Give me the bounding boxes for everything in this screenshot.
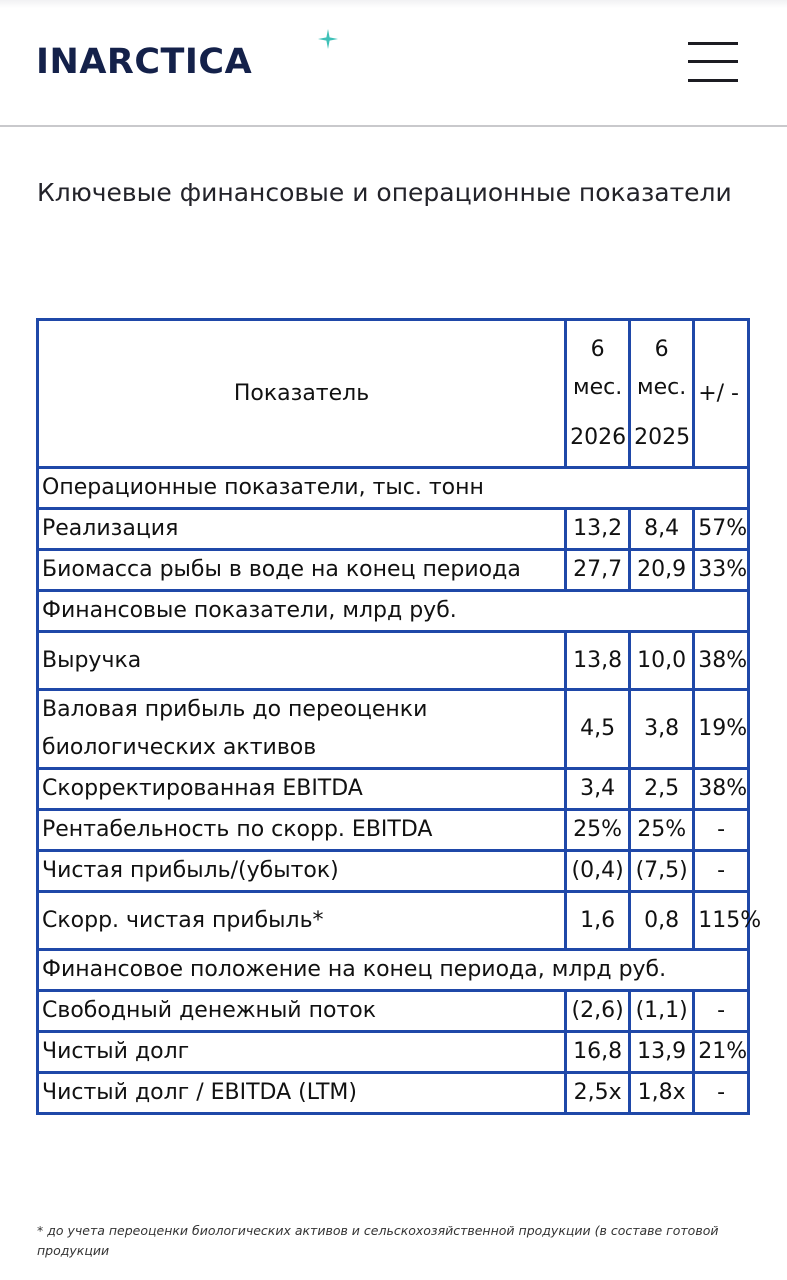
value-2026: 3,4	[566, 769, 630, 810]
column-header-2025	[630, 320, 694, 468]
value-2025: 25%	[630, 810, 694, 851]
value-change: 19%	[694, 690, 749, 769]
section-row	[38, 591, 749, 632]
value-change: -	[694, 991, 749, 1032]
value-2025: 13,9	[630, 1032, 694, 1073]
column-header-period: 6 мес.	[637, 336, 687, 400]
value-2025: 10,0	[630, 632, 694, 690]
column-header-name: Показатель	[38, 320, 566, 468]
row-label: Чистая прибыль/(убыток)	[38, 851, 566, 892]
row-label: Валовая прибыль до переоценки биологических активов	[38, 690, 566, 769]
section-row	[38, 950, 749, 991]
value-change: 38%	[694, 769, 749, 810]
value-change: 115%	[694, 892, 749, 950]
value-2025: 20,9	[630, 550, 694, 591]
column-header-period: 6 мес.	[572, 336, 623, 400]
value-change: 57%	[694, 509, 749, 550]
column-header-year: 2026	[570, 424, 627, 450]
value-change: 21%	[694, 1032, 749, 1073]
footnote: * до учета переоценки биологических активов и сельскохозяйственной продукции (в составе готовой продукции	[37, 1223, 719, 1258]
page-title: Ключевые финансовые и операционные показатели	[37, 178, 732, 207]
row-label: Реализация	[38, 509, 566, 550]
inarctica-logo[interactable]: INARCTICA	[36, 42, 253, 82]
site-header	[0, 0, 787, 127]
financial-table	[36, 318, 762, 1115]
value-2026: 2,5x	[566, 1073, 630, 1114]
value-change: -	[694, 851, 749, 892]
sparkle-icon	[318, 29, 338, 49]
value-2025: 8,4	[630, 509, 694, 550]
row-label: Рентабельность по скорр. EBITDA	[38, 810, 566, 851]
value-change: -	[694, 810, 749, 851]
column-header-2026	[566, 320, 630, 468]
section-row	[38, 468, 749, 509]
row-label: Чистый долг / EBITDA (LTM)	[38, 1073, 566, 1114]
table-row	[38, 1073, 749, 1114]
table-row	[38, 991, 749, 1032]
value-change: 38%	[694, 632, 749, 690]
value-2025: 1,8x	[630, 1073, 694, 1114]
value-2026: 16,8	[566, 1032, 630, 1073]
value-2025: (7,5)	[630, 851, 694, 892]
value-2025: (1,1)	[630, 991, 694, 1032]
value-change: -	[694, 1073, 749, 1114]
table-row	[38, 892, 749, 950]
row-label: Чистый долг	[38, 1032, 566, 1073]
value-2026: 25%	[566, 810, 630, 851]
value-2026: 4,5	[566, 690, 630, 769]
table-row	[38, 1032, 749, 1073]
section-title: Финансовые показатели, млрд руб.	[38, 591, 749, 632]
table-row	[38, 810, 749, 851]
row-label: Свободный денежный поток	[38, 991, 566, 1032]
row-label: Скорр. чистая прибыль*	[38, 892, 566, 950]
row-label: Биомасса рыбы в воде на конец периода	[38, 550, 566, 591]
value-change: 33%	[694, 550, 749, 591]
value-2026: 13,8	[566, 632, 630, 690]
table-row	[38, 509, 749, 550]
row-label: Скорректированная EBITDA	[38, 769, 566, 810]
value-2026: (2,6)	[566, 991, 630, 1032]
section-title: Операционные показатели, тыс. тонн	[38, 468, 749, 509]
table-row	[38, 769, 749, 810]
table-header-row	[38, 320, 749, 468]
value-2025: 3,8	[630, 690, 694, 769]
value-2026: 1,6	[566, 892, 630, 950]
value-2025: 2,5	[630, 769, 694, 810]
value-2026: (0,4)	[566, 851, 630, 892]
value-2026: 13,2	[566, 509, 630, 550]
row-label: Выручка	[38, 632, 566, 690]
column-header-year: 2025	[634, 424, 691, 450]
column-header-change: +/ -	[694, 320, 749, 468]
table-row	[38, 690, 749, 769]
table-row	[38, 632, 749, 690]
table-row	[38, 550, 749, 591]
section-title: Финансовое положение на конец периода, млрд руб.	[38, 950, 749, 991]
value-2025: 0,8	[630, 892, 694, 950]
hamburger-menu-icon[interactable]	[688, 42, 738, 82]
value-2026: 27,7	[566, 550, 630, 591]
table-row	[38, 851, 749, 892]
